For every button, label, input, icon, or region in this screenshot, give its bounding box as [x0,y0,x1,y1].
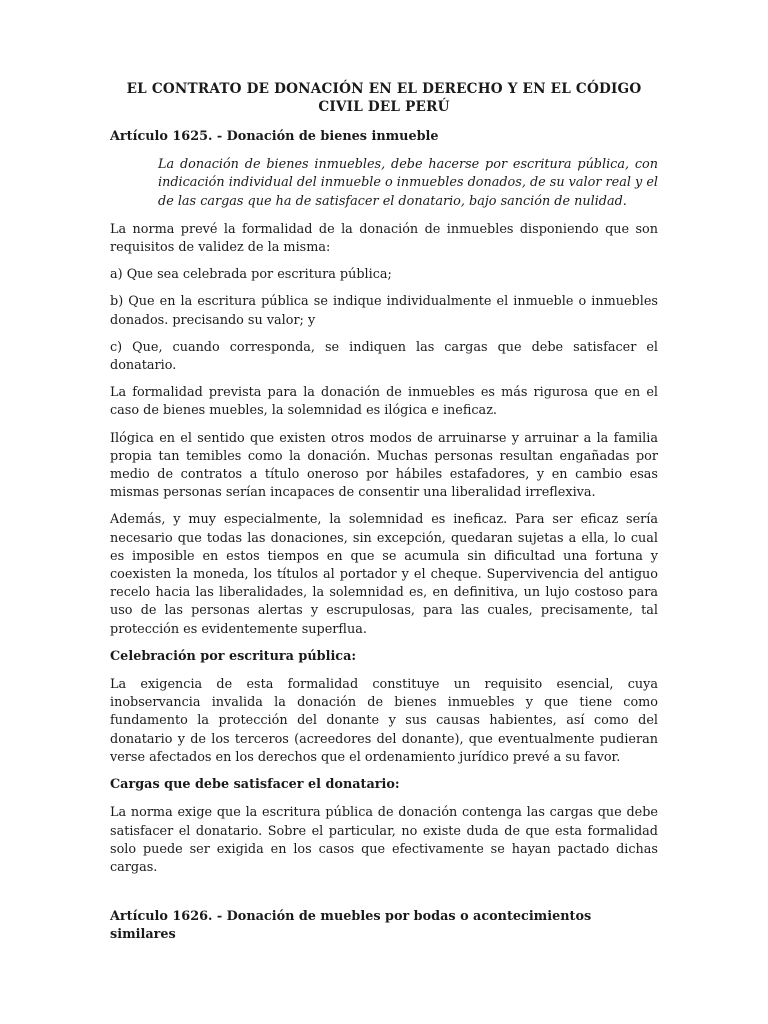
section-cargas-text: La norma exige que la escritura pública de donación contenga las cargas que debe satisfacer el donatario. Sobre el particular, no existe duda de que esta formalidad solo puede ser exigida en los casos que efectivamente se hayan pactado dichas cargas. [110,805,658,875]
section-escritura-heading: Celebración por escritura pública: [110,648,357,664]
requirement-b: b) Que en la escritura pública se indique individualmente el inmueble o inmuebles donados. precisando su valor; y [110,294,658,328]
requirement-c: c) Que, cuando corresponda, se indiquen las cargas que debe satisfacer el donatario. [110,339,658,374]
requirement-a: a) Que sea celebrada por escritura pública; [110,267,392,283]
article-1626-heading: Artículo 1626. - Donación de muebles por bodas o acontecimientos similares [110,909,592,943]
section-cargas-heading: Cargas que debe satisfacer el donatario: [110,777,400,793]
document-page [110,80,658,955]
article-1625-heading: Artículo 1625. - Donación de bienes inmueble [110,129,439,144]
paragraph-formalidad: La formalidad prevista para la donación de inmuebles es más rigurosa que en el caso de bienes muebles, la solemnidad es ilógica e ineficaz. [110,385,658,419]
paragraph-norma: La norma prevé la formalidad de la donación de inmuebles disponiendo que son requisitos de validez de la misma: [110,221,658,256]
article-1625-quote: La donación de bienes inmuebles, debe hacerse por escritura pública, con indicación individual del inmueble o inmuebles donados, de su valor real y el de las cargas que ha de satisfacer el donatario, bajo sanción de nulidad. [158,157,658,209]
section-spacer [110,886,658,908]
paragraph-ilogica: Ilógica en el sentido que existen otros modos de arruinarse y arruinar a la familia propia tan temibles como la donación. Muchas personas resultan engañadas por medio de contratos a título oneroso por hábiles estafadores, y en cambio esas mismas personas serían incapaces de consentir una liberalidad irreflexiva. [110,430,658,501]
document-title: EL CONTRATO DE DONACIÓN EN EL DERECHO Y EN EL CÓDIGO CIVIL DEL PERÚ [126,81,642,115]
section-escritura-text: La exigencia de esta formalidad constituye un requisito esencial, cuya inobservancia invalida la donación de bienes inmuebles y que tiene como fundamento la protección del donante y sus causas habientes, así como del donatario y de los terceros (acreedores del donante), que eventualmente pudieran verse afectados en los derechos que el ordenamiento jurídico prevé a su favor. [110,677,658,765]
paragraph-ineficaz: Además, y muy especialmente, la solemnidad es ineficaz. Para ser eficaz sería necesario que todas las donaciones, sin excepción, quedaran sujetas a ella, lo cual es imposible en estos tiempos en que se acumula sin dificultad una fortuna y coexisten la moneda, los títulos al portador y el cheque. Supervivencia del antiguo recelo hacia las liberalidades, la solemnidad es, en definitiva, un lujo costoso para uso de las personas alertas y escrupulosas, para las cuales, precisamente, tal protección es evidentemente superflua. [110,512,658,637]
